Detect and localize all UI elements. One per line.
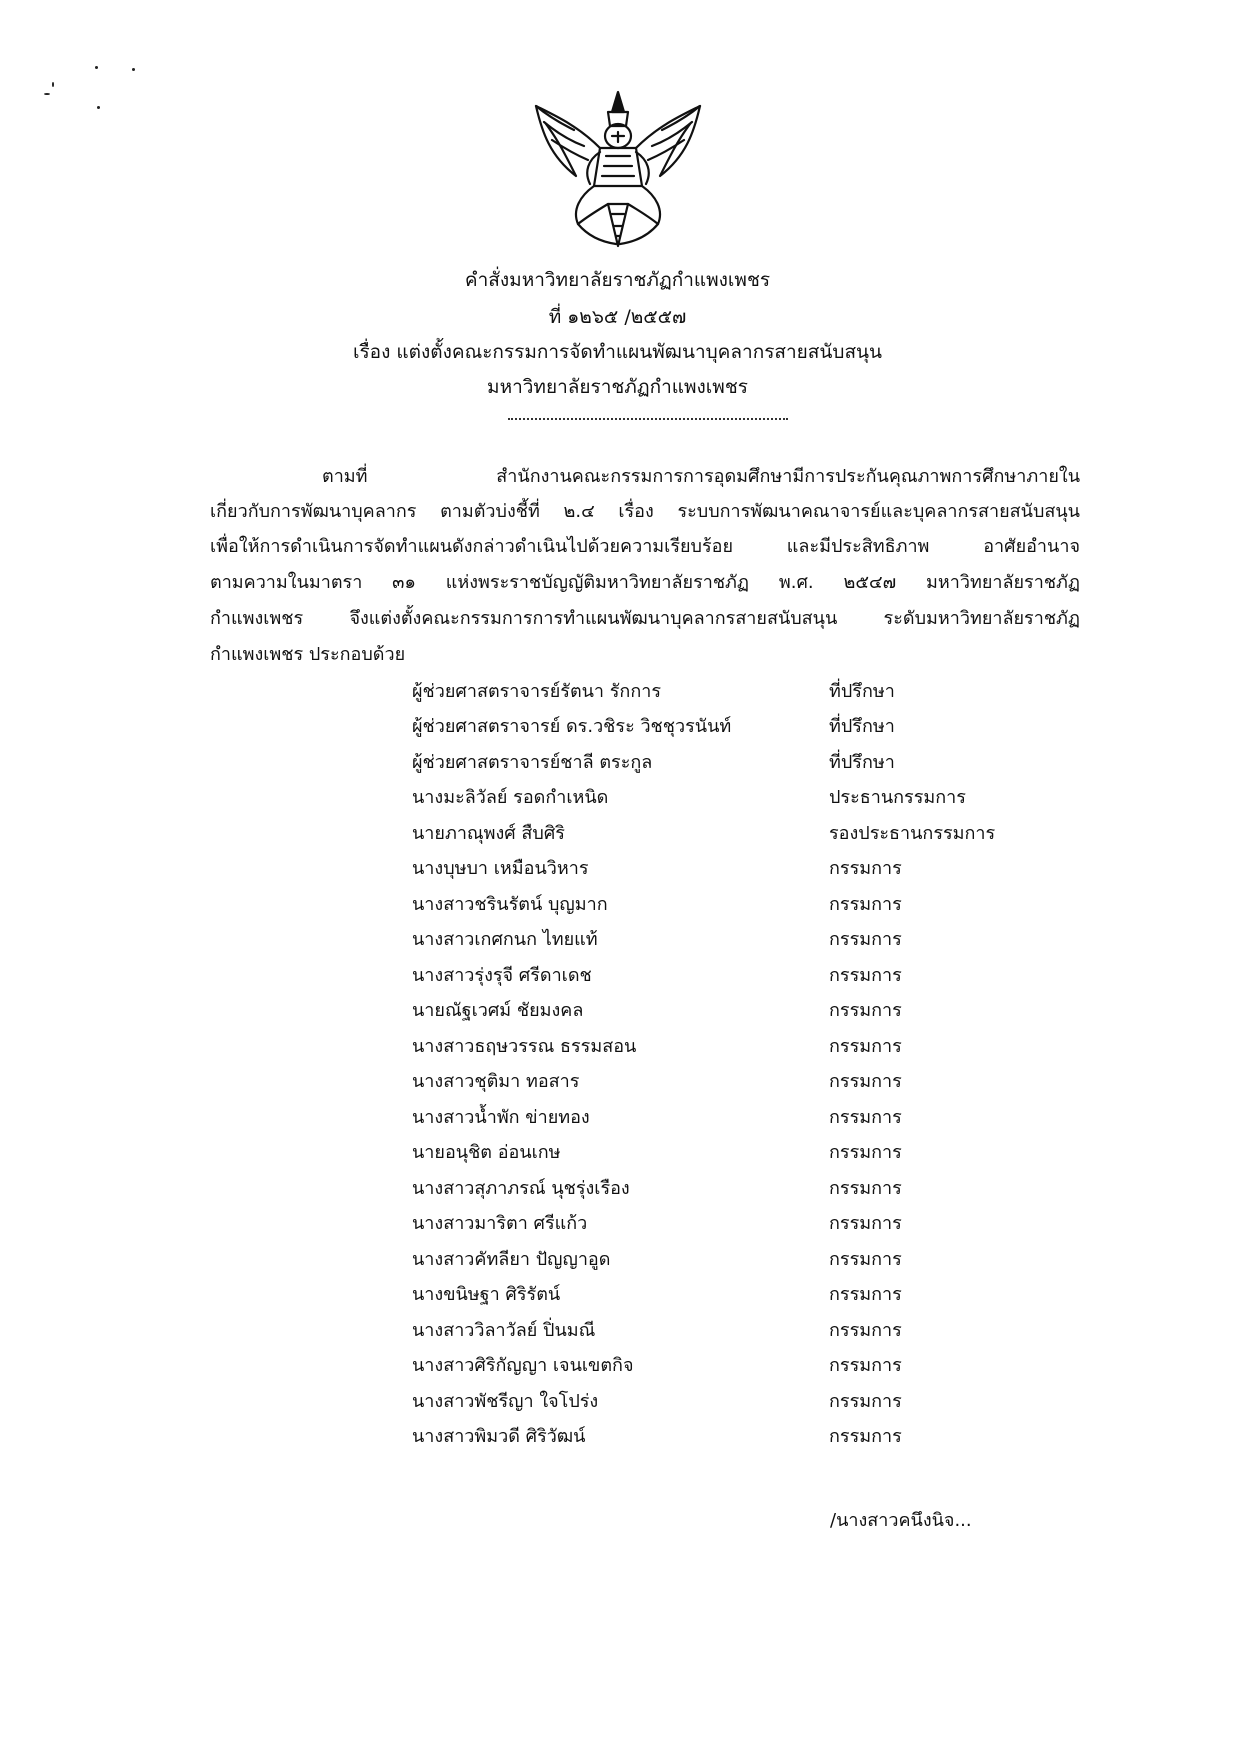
member-role: รองประธานกรรมการ bbox=[829, 823, 996, 844]
member-role: กรรมการ bbox=[829, 1355, 902, 1376]
member-role: กรรมการ bbox=[829, 1249, 902, 1270]
member-name: นางขนิษฐา ศิริรัตน์ bbox=[412, 1284, 561, 1305]
member-row bbox=[412, 1101, 1032, 1135]
member-role: กรรมการ bbox=[829, 965, 902, 986]
body-line: กำแพงเพชร ประกอบด้วย bbox=[210, 644, 406, 665]
member-row bbox=[412, 994, 1032, 1028]
member-name: นายอนุชิต อ่อนเกษ bbox=[412, 1142, 561, 1163]
member-row bbox=[412, 746, 1032, 780]
member-row bbox=[412, 675, 1032, 709]
body-line: ตามความในมาตรา ๓๑ แห่งพระราชบัญญัติมหาวิทยาลัยราชภัฏ พ.ศ. ๒๕๔๗ มหาวิทยาลัยราชภัฏ bbox=[210, 572, 1080, 593]
member-role: กรรมการ bbox=[829, 1213, 902, 1234]
member-row bbox=[412, 1065, 1032, 1099]
member-name: นางสาวคัทลียา ปัญญาอูด bbox=[412, 1249, 611, 1270]
member-name: นางสาวศิริกัญญา เจนเขตกิจ bbox=[412, 1355, 634, 1376]
member-name: นางสาวชรินรัตน์ บุญมาก bbox=[412, 894, 608, 915]
member-row bbox=[412, 781, 1032, 815]
body-line: เกี่ยวกับการพัฒนาบุคลากร ตามตัวบ่งชี้ที่ ๒.๔ เรื่อง ระบบการพัฒนาคณาจารย์และบุคลากรสายสนับสนุน bbox=[210, 501, 1080, 522]
member-row bbox=[412, 1207, 1032, 1241]
member-role: กรรมการ bbox=[829, 929, 902, 950]
member-row bbox=[412, 1243, 1032, 1277]
member-name: นางสาวธฤษวรรณ ธรรมสอน bbox=[412, 1036, 637, 1057]
order-number: ที่ ๑๒๖๕ /๒๕๕๗ bbox=[548, 306, 687, 328]
order-title: คำสั่งมหาวิทยาลัยราชภัฏกำแพงเพชร bbox=[464, 269, 771, 291]
member-row bbox=[412, 1136, 1032, 1170]
member-name: นางสาวรุ่งรุจี ศรีดาเดช bbox=[412, 965, 592, 986]
member-name: นางสาวสุภาภรณ์ นุชรุ่งเรือง bbox=[412, 1178, 630, 1199]
member-role: ที่ปรึกษา bbox=[829, 681, 895, 702]
member-role: ประธานกรรมการ bbox=[829, 787, 966, 808]
member-row bbox=[412, 1420, 1032, 1454]
member-row bbox=[412, 1172, 1032, 1206]
member-name: นางสาวน้ำพัก ข่ายทอง bbox=[412, 1107, 590, 1128]
member-role: กรรมการ bbox=[829, 1071, 902, 1092]
member-name: นางมะลิวัลย์ รอดกำเหนิด bbox=[412, 787, 609, 808]
body-line: ตามที่ สำนักงานคณะกรรมการการอุดมศึกษามีการประกันคุณภาพการศึกษาภายใน bbox=[322, 466, 1080, 487]
member-role: กรรมการ bbox=[829, 894, 902, 915]
member-row bbox=[412, 959, 1032, 993]
member-row bbox=[412, 1314, 1032, 1348]
member-name: นางสาวชุติมา ทอสาร bbox=[412, 1071, 580, 1092]
member-row bbox=[412, 852, 1032, 886]
member-role: กรรมการ bbox=[829, 1142, 902, 1163]
member-role: กรรมการ bbox=[829, 858, 902, 879]
member-role: กรรมการ bbox=[829, 1426, 902, 1447]
member-name: ผู้ช่วยศาสตราจารย์ ดร.วชิระ วิชชุวรนันท์ bbox=[412, 716, 732, 737]
member-row bbox=[412, 1349, 1032, 1383]
order-subject: เรื่อง แต่งตั้งคณะกรรมการจัดทำแผนพัฒนาบุคลากรสายสนับสนุน bbox=[352, 341, 883, 363]
member-role: กรรมการ bbox=[829, 1391, 902, 1412]
member-row bbox=[412, 888, 1032, 922]
member-role: กรรมการ bbox=[829, 1178, 902, 1199]
member-role: ที่ปรึกษา bbox=[829, 716, 895, 737]
member-role: กรรมการ bbox=[829, 1284, 902, 1305]
member-name: นางสาวเกศกนก ไทยแท้ bbox=[412, 929, 598, 950]
member-name: นางสาวพิมวดี ศิริวัฒน์ bbox=[412, 1426, 586, 1447]
member-name: นางสาวมาริตา ศรีแก้ว bbox=[412, 1213, 588, 1234]
scan-speck bbox=[44, 93, 50, 95]
member-name: ผู้ช่วยศาสตราจารย์ชาลี ตระกูล bbox=[412, 752, 653, 773]
member-role: กรรมการ bbox=[829, 1036, 902, 1057]
member-role: ที่ปรึกษา bbox=[829, 752, 895, 773]
member-role: กรรมการ bbox=[829, 1000, 902, 1021]
member-name: ผู้ช่วยศาสตราจารย์รัตนา รักการ bbox=[412, 681, 662, 702]
body-line: กำแพงเพชร จึงแต่งตั้งคณะกรรมการการทำแผนพัฒนาบุคลากรสายสนับสนุน ระดับมหาวิทยาลัยราชภัฏ bbox=[210, 608, 1080, 629]
scan-speck bbox=[52, 82, 54, 87]
member-name: นายณัฐเวศม์ ชัยมงคล bbox=[412, 1000, 584, 1021]
body-line: เพื่อให้การดำเนินการจัดทำแผนดังกล่าวดำเนินไปด้วยความเรียบร้อย และมีประสิทธิภาพ อาศัยอำนาจ bbox=[210, 536, 1080, 557]
dotted-divider bbox=[508, 404, 788, 420]
member-row bbox=[412, 1030, 1032, 1064]
continuation-text: /นางสาวคนึงนิจ... bbox=[830, 1510, 972, 1531]
scan-speck bbox=[132, 68, 135, 71]
member-role: กรรมการ bbox=[829, 1107, 902, 1128]
member-row bbox=[412, 817, 1032, 851]
member-name: นางสาววิลาวัลย์ ปิ่นมณี bbox=[412, 1320, 596, 1341]
scan-speck bbox=[97, 106, 100, 109]
member-row bbox=[412, 710, 1032, 744]
member-name: นางสาวพัชรีญา ใจโปร่ง bbox=[412, 1391, 599, 1412]
member-role: กรรมการ bbox=[829, 1320, 902, 1341]
member-row bbox=[412, 1278, 1032, 1312]
order-subject-line-2: มหาวิทยาลัยราชภัฏกำแพงเพชร bbox=[487, 376, 748, 398]
member-row bbox=[412, 1385, 1032, 1419]
scan-speck bbox=[95, 66, 98, 69]
member-name: นายภาณุพงศ์ สืบศิริ bbox=[412, 823, 565, 844]
garuda-emblem bbox=[528, 86, 708, 256]
member-name: นางบุษบา เหมือนวิหาร bbox=[412, 858, 589, 879]
member-row bbox=[412, 923, 1032, 957]
